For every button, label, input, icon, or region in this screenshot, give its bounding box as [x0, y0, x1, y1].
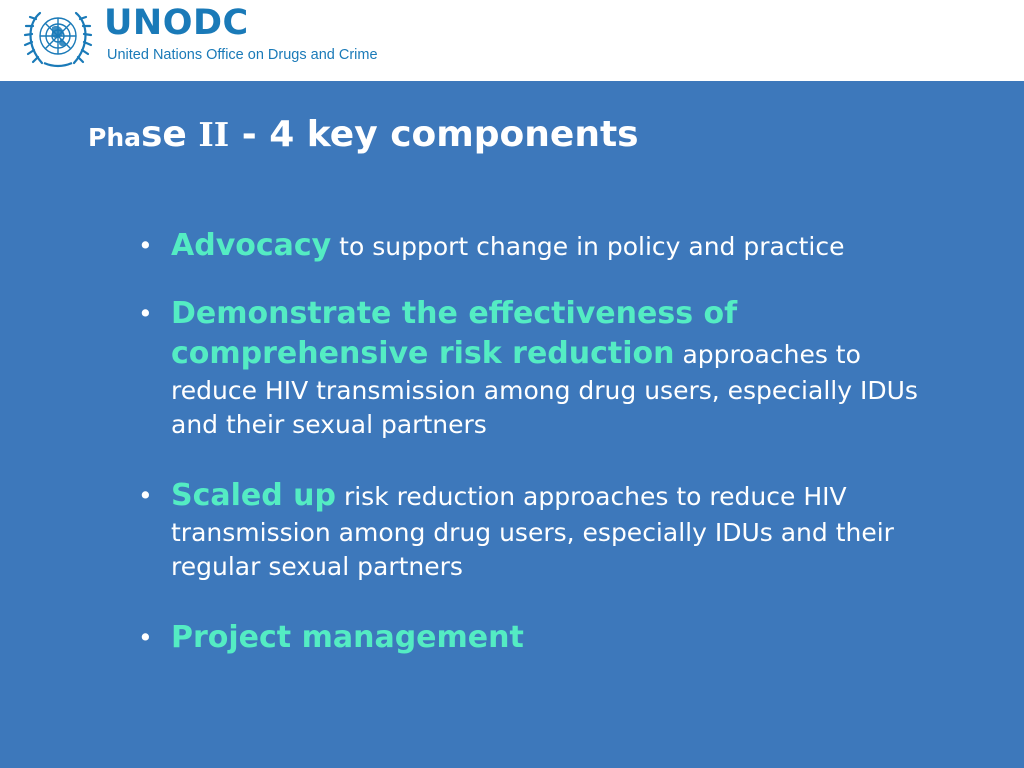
title-part-4: - 4 key components [229, 114, 639, 155]
bullet-text: approaches to reduce HIV transmission among drug users, especially IDUs and their sexual partners [171, 340, 918, 439]
header-bar [0, 0, 1024, 81]
bullet-key-term: Advocacy [171, 228, 332, 263]
org-acronym: UNODC [104, 3, 249, 43]
bullet-dot-icon: • [138, 299, 153, 328]
bullet-key-term: Scaled up [171, 478, 337, 513]
org-name: United Nations Office on Drugs and Crime [107, 47, 378, 63]
title-part-1: Pha [88, 123, 141, 152]
bullet-dot-icon: • [138, 231, 153, 260]
title-part-2: se [141, 114, 187, 155]
bullet-list [138, 226, 918, 658]
bullet-key-term: Project management [171, 620, 524, 655]
bullet-dot-icon: • [138, 623, 153, 652]
bullet-item-advocacy [138, 226, 918, 266]
bullet-dot-icon: • [138, 481, 153, 510]
bullet-text: risk reduction approaches to reduce HIV transmission among drug users, especially IDUs and their regular sexual partners [171, 482, 894, 581]
title-part-3: II [186, 115, 230, 154]
slide-title [88, 112, 639, 161]
bullet-item-project-management [138, 618, 918, 658]
un-emblem-icon [22, 5, 94, 69]
bullet-text: to support change in policy and practice [331, 232, 845, 261]
bullet-item-scaled-up [138, 476, 918, 584]
bullet-key-term: Demonstrate the effectiveness of comprehensive risk reduction [171, 296, 738, 371]
bullet-item-demonstrate [138, 294, 918, 442]
